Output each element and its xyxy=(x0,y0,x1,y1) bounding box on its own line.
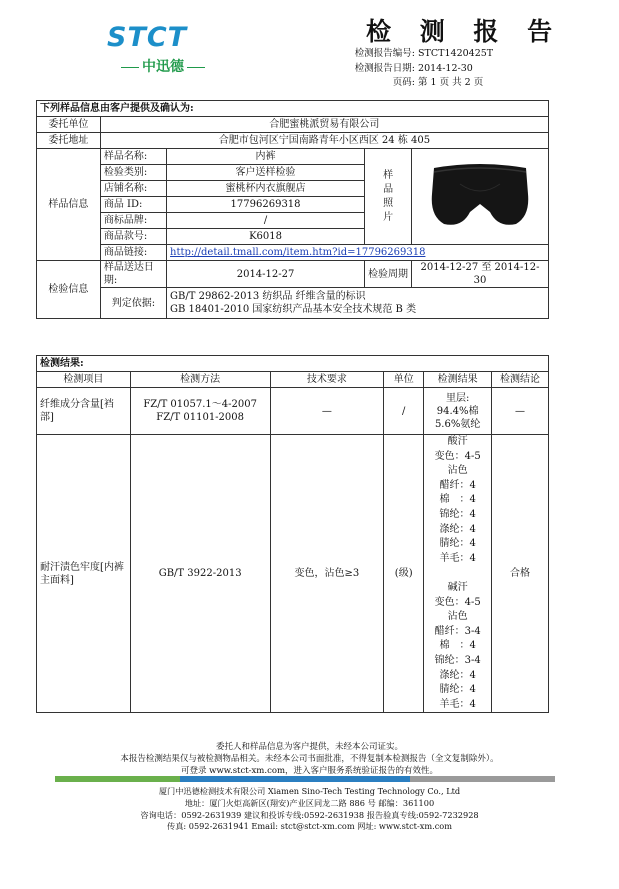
sample-field-label: 商品 ID: xyxy=(100,197,166,213)
sample-info-label: 样品信息 xyxy=(37,149,101,261)
sample-field-label: 样品名称: xyxy=(100,149,166,165)
company-logo xyxy=(107,22,219,75)
table-row xyxy=(37,388,549,435)
test-unit: (级) xyxy=(384,435,424,713)
footer-notes xyxy=(0,741,619,777)
result-line: 沾色 xyxy=(447,611,468,623)
photo-label: 样品照片 xyxy=(383,169,394,223)
photo-label-cell xyxy=(365,149,412,245)
logo-subtitle: 中迅德 xyxy=(107,56,219,76)
company-address: 地址：厦门火炬高新区(翔安)产业区同龙二路 886 号 邮编：361100 xyxy=(184,797,435,808)
result-line: 锦纶：3-4 xyxy=(434,654,481,666)
results-table xyxy=(36,355,549,713)
report-title: 检 测 报 告 xyxy=(366,17,563,46)
company-name: 厦门中迅德检测技术有限公司 Xiamen Sino-Tech Testing Technology Co., Ltd xyxy=(158,786,461,796)
result-line: 醋纤：4 xyxy=(439,479,476,491)
result-line: 变色：4-5 xyxy=(434,450,481,462)
test-requirement: — xyxy=(270,388,384,435)
sample-field-label: 商品款号: xyxy=(100,229,166,245)
received-date-value: 2014-12-27 xyxy=(167,261,365,288)
company-contact: 传真: 0592-2631941 Email: stct@stct-xm.com 网址: www.stct-xm.com xyxy=(167,821,452,832)
underwear-image xyxy=(420,154,540,236)
client-label: 委托单位 xyxy=(37,117,101,133)
result-line: 锦纶：4 xyxy=(439,508,476,520)
result-line: 沾色 xyxy=(447,465,468,477)
product-link[interactable]: http://detail.tmall.com/item.htm?id=17796269318 xyxy=(170,247,426,258)
test-result xyxy=(424,435,492,713)
sample-field-label: 店铺名称: xyxy=(100,181,166,197)
basis-values xyxy=(167,288,549,319)
sample-info-table xyxy=(36,100,549,319)
note-line: 本报告检测结果仅与被检测物品相关。未经本公司书面批准，不得复制本检测报告（全文复制除外）。 xyxy=(120,754,499,764)
column-header: 检测结果 xyxy=(424,372,492,388)
result-line: 棉 ：4 xyxy=(439,494,476,506)
company-phones: 咨询电话：0592-2631939 建议和投诉专线:0592-2631938 报告验真专线:0592-7232928 xyxy=(140,809,479,820)
result-line: 腈纶：4 xyxy=(439,684,476,696)
address-value: 合肥市包河区宁国南路青年小区西区 24 栋 405 xyxy=(100,133,548,149)
test-conclusion: — xyxy=(492,388,549,435)
bar-segment-gray xyxy=(410,776,555,782)
result-line: 棉 ：4 xyxy=(439,640,476,652)
basis-label: 判定依据: xyxy=(100,288,166,319)
client-value: 合肥蜜桃派贸易有限公司 xyxy=(100,117,548,133)
bar-segment-blue xyxy=(180,776,410,782)
result-line: 涤纶：4 xyxy=(439,523,476,535)
sample-photo-cell xyxy=(412,149,549,245)
result-line: 酸汗 xyxy=(447,436,468,447)
sample-section-title: 下列样品信息由客户提供及确认为: xyxy=(37,101,549,117)
sample-field-value: 17796269318 xyxy=(167,197,365,213)
table-row xyxy=(37,435,549,713)
basis-line: GB/T 29862-2013 纺织品 纤维含量的标识 xyxy=(170,291,366,302)
report-number-row: 检测报告编号: STCT1420425T xyxy=(354,48,494,59)
column-header: 检测结论 xyxy=(492,372,549,388)
result-line: 腈纶：4 xyxy=(439,538,476,550)
test-item: 耐汗渍色牢度[内裤主面料] xyxy=(37,435,131,713)
test-method: FZ/T 01057.1～4-2007 FZ/T 01101-2008 xyxy=(130,388,270,435)
result-line: 涤纶：4 xyxy=(439,669,476,681)
column-header: 技术要求 xyxy=(270,372,384,388)
result-line: 羊毛：4 xyxy=(439,552,476,564)
column-header: 单位 xyxy=(384,372,424,388)
link-label: 商品链接: xyxy=(100,245,166,261)
test-item: 纤维成分含量[裆部] xyxy=(37,388,131,435)
company-info xyxy=(0,786,619,833)
result-line: 碱汗 xyxy=(447,581,468,593)
sample-field-value: 蜜桃杯内衣旗舰店 xyxy=(167,181,365,197)
sample-field-value: / xyxy=(167,213,365,229)
period-label: 检验周期 xyxy=(365,261,412,288)
address-label: 委托地址 xyxy=(37,133,101,149)
period-value: 2014-12-27 至 2014-12-30 xyxy=(412,261,549,288)
test-unit: / xyxy=(384,388,424,435)
test-method: GB/T 3922-2013 xyxy=(130,435,270,713)
bar-segment-green xyxy=(55,776,180,782)
sample-field-value: 内裤 xyxy=(167,149,365,165)
color-bar xyxy=(55,776,555,782)
note-line: 委托人和样品信息为客户提供，未经本公司证实。 xyxy=(215,742,403,752)
sample-field-value: K6018 xyxy=(167,229,365,245)
basis-line: GB 18401-2010 国家纺织产品基本安全技术规范 B 类 xyxy=(170,304,417,315)
product-link-cell xyxy=(167,245,549,261)
test-result: 里层: 94.4%棉 5.6%氨纶 xyxy=(424,388,492,435)
result-line: 醋纤：3-4 xyxy=(434,625,481,637)
result-line: 羊毛：4 xyxy=(439,698,476,710)
received-date-label: 样品送达日期: xyxy=(100,261,166,288)
result-line xyxy=(427,566,488,581)
report-meta xyxy=(345,47,493,91)
sample-field-label: 检验类别: xyxy=(100,165,166,181)
note-line: 可登录 www.stct-xm.com，进入客户服务系统验证报告的有效性。 xyxy=(180,766,439,776)
test-requirement: 变色，沾色≥3 xyxy=(270,435,384,713)
inspection-info-label: 检验信息 xyxy=(37,261,101,319)
column-header: 检测项目 xyxy=(37,372,131,388)
logo-text: STCT xyxy=(107,22,188,53)
sample-field-value: 客户送样检验 xyxy=(167,165,365,181)
test-conclusion: 合格 xyxy=(492,435,549,713)
results-section-title: 检测结果: xyxy=(37,356,549,372)
report-date-row: 检测报告日期: 2014-12-30 xyxy=(354,62,473,74)
result-line: 变色：4-5 xyxy=(434,596,481,608)
sample-field-label: 商标品牌: xyxy=(100,213,166,229)
page-number-row: 页码: 第 1 页 共 2 页 xyxy=(392,77,484,88)
column-header: 检测方法 xyxy=(130,372,270,388)
